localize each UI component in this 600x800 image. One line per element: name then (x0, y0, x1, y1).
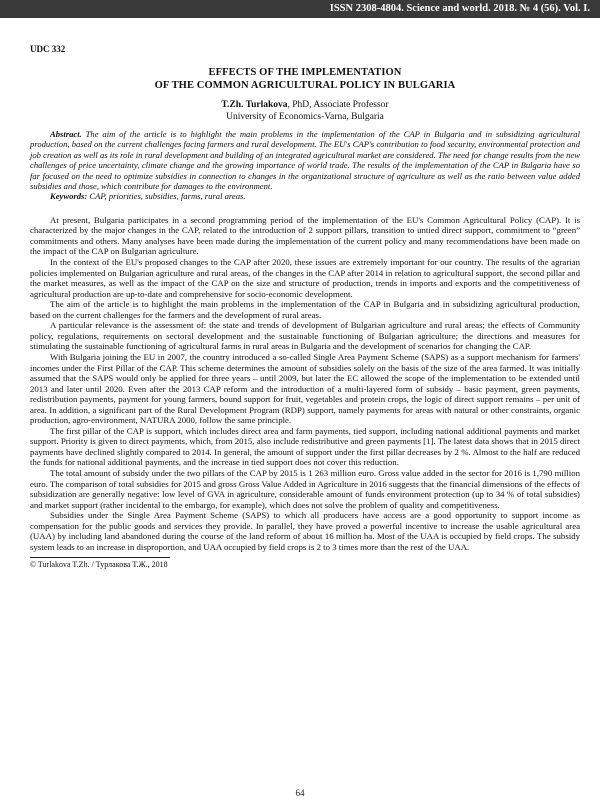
author-affiliation: University of Economics-Varna, Bulgaria (226, 111, 384, 122)
author-block (30, 100, 580, 123)
udc-code: UDC 332 (30, 44, 66, 54)
author-position: , PhD, Associate Professor (287, 100, 389, 110)
keywords-text: CAP, priorities, subsidies, farms, rural areas. (87, 191, 246, 202)
footnote-divider (30, 557, 170, 558)
page-number: 64 (295, 788, 305, 798)
journal-header (0, 0, 600, 18)
copyright-footnote: © Turlakova T.Zh. / Турлакова Т.Ж., 2018 (30, 560, 168, 570)
keywords-label: Keywords: (50, 191, 88, 202)
keywords (30, 191, 580, 201)
author-line (30, 100, 580, 112)
body-paragraph: At present, Bulgaria participates in a second programming period of the implementation of the EU's Common Agricultural Policy (CAP). It is characterized by the major changes in the CAP, related to the introduction of 2 support pillars, transition to untied direct support, commitment to “green” commitments and others. Many analyses have been made during the implementation of the current policy and many recommendations have been made on the impact of the CAP on Bulgarian agriculture. (30, 214, 580, 257)
body-paragraph: With Bulgaria joining the EU in 2007, the country introduced a so-called Single Area Payment Scheme (SAPS) as a support mechanism for farmers' incomes under the First Pillar of the CAP. This scheme determines the amount of subsidies solely on the basis of the size of the area farmed. It was initially assumed that the SAPS would only be applied for three years – until 2009, but later the EC allowed the scope of the implementation to be extended until 2013 and later until 2020. Even after the 2013 CAP reform and the introduction of a multi-layered form of subsidy – basic payment, green payments, redistribution payments, payment for young farmers, bound support for fruit, vegetables and protein crops, the logic of direct support remains – per unit of area. In addition, a significant part of the Rural Development Program (RDP) support, namely payments for areas with natural or other constraints, organic production, agro-environment, NATURA 2000, follow the same principle. (30, 351, 580, 426)
body-paragraph: A particular relevance is the assessment of: the state and trends of development of Bulgarian agriculture and rural areas; the effects of Community policy, regulations, requirements on sectoral development and the sustainable functioning of Bulgarian agriculture; the directions and measures for stimulating the sustainable functioning of agricultural farms in rural areas in Bulgaria and the development of scenarios for changing the CAP. (30, 320, 580, 352)
body-paragraph: In the context of the EU's proposed changes to the CAP after 2020, these issues are extremely important for our country. The results of the agrarian policies implemented on Bulgarian agriculture and rural areas, of the changes in the CAP after 2014 in relation to agricultural support, the second pillar and the market measures, as well as the impact of the CAP on the size and structure of production, trends in imports and exports and the competitiveness of agricultural production are up-to-date and comprehensive for socio-economic development. (30, 257, 580, 299)
body-paragraph: The first pillar of the CAP is support, which includes direct area and farm payments, tied support, including national additional payments and market support. Priority is given to direct payments, which, from 2015, also include redistributive and green payments [1]. The latest data shows that in 2015 direct payments have declined slightly compared to 2014. In general, the amount of support under the first pillar decreases by 2 %. Almost to the half are reduced the funds for national additional payments, and the increase in tied support does not cover this reduction. (30, 425, 580, 468)
journal-header-text: ISSN 2308-4804. Science and world. 2018. № 4 (56). Vol. I. (329, 3, 590, 14)
abstract-label: Abstract. (50, 129, 82, 139)
article-page (30, 18, 580, 569)
body-paragraph: The total amount of subsidy under the two pillars of the CAP by 2015 is 1 263 million euro. Gross value added in the sector for 2016 is 1,790 million euro. The comparison of total subsidies for 2015 and gross Gross Value Added in Agriculture in 2016 suggests that the financial dimensions of the effects of subsidization are generally negative: low level of GVA in agriculture, considerable amount of funds environment protection (up to 34 % of total subsidies) and market support (rather incidental to the embargo, for example), which does not solve the problem of quality and competitiveness. (30, 467, 580, 510)
article-body (30, 215, 580, 553)
abstract-text: The aim of the article is to highlight the main problems in the implementation of the CAP in Bulgaria and in subsidizing agricultural production, based on the current challenges facing farmers and rural development. The EU's CAP's contribution to food security, environmental protection and job creation as well as its role in rural development and building of an integrated agricultural market are considered. The need for change results from the new challenges of price uncertainty, climate change and the growing importance of world trade. The results of the implementation of the CAP in Bulgaria have so far focused on the need to optimize subsidies in connection to changes in the organizational structure of agriculture as well as the ratio between value added subsidies and those, which contribute for damages to the environment. (30, 129, 580, 192)
article-title (30, 66, 580, 92)
title-line-1: EFFECTS OF THE IMPLEMENTATION (208, 67, 402, 78)
abstract (30, 129, 580, 191)
body-paragraph: The aim of the article is to highlight the main problems in the implementation of the CAP in Bulgaria and in subsidizing agricultural production, based on the current challenges for the farmers and the development of rural areas. (30, 299, 580, 320)
title-line-2: OF THE COMMON AGRICULTURAL POLICY IN BULGARIA (154, 80, 456, 91)
author-name: T.Zh. Turlakova (221, 100, 288, 110)
body-paragraph: Subsidies under the Single Area Payment Scheme (SAPS) to which all producers have access are a good opportunity to support income as compensation for the public goods and services they provide. In parallel, they have proved a powerful incentive to increase the usable agricultural area (UAA) by including land abandoned during the course of the land reform of about 16 million ha. Most of the UAA is occupied by field crops. The subsidy system leads to an increase in disproportion, and UAA occupied by field crops is 2 to 3 times more than the rest of the UAA. (30, 510, 580, 552)
